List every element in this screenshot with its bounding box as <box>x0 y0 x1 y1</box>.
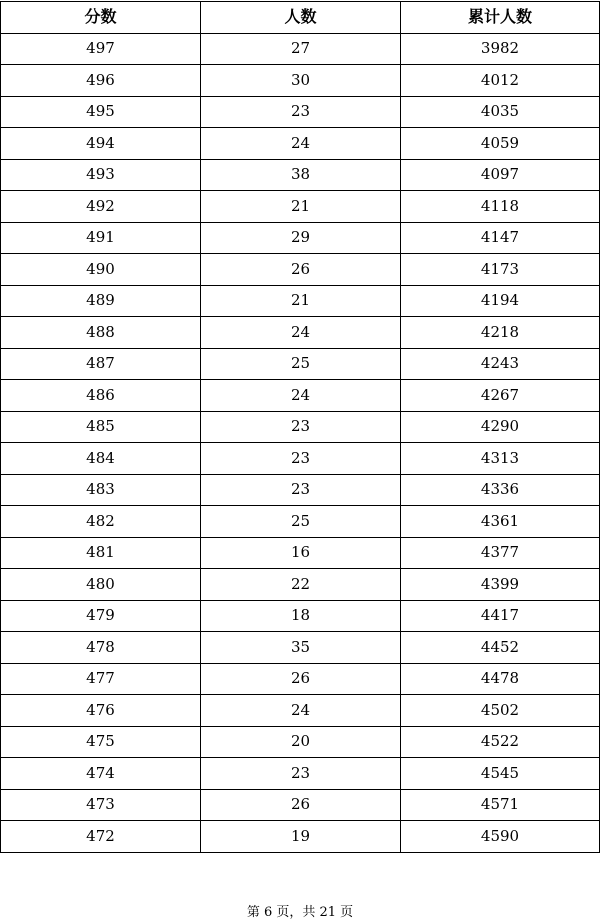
score-distribution-table <box>0 1 600 853</box>
score-cell: 483 <box>1 474 201 506</box>
table-row <box>1 348 600 380</box>
score-cell: 495 <box>1 96 201 128</box>
cumulative-cell: 4452 <box>401 632 600 664</box>
table-row <box>1 317 600 349</box>
cumulative-cell: 4173 <box>401 254 600 286</box>
cumulative-cell: 4545 <box>401 758 600 790</box>
score-cell: 496 <box>1 65 201 97</box>
count-cell: 29 <box>201 222 401 254</box>
table-row <box>1 443 600 475</box>
score-cell: 492 <box>1 191 201 223</box>
count-cell: 23 <box>201 758 401 790</box>
cumulative-cell: 4336 <box>401 474 600 506</box>
cumulative-cell: 4267 <box>401 380 600 412</box>
cumulative-cell: 4012 <box>401 65 600 97</box>
table-row <box>1 285 600 317</box>
count-cell: 23 <box>201 96 401 128</box>
score-cell: 487 <box>1 348 201 380</box>
score-cell: 485 <box>1 411 201 443</box>
table-row <box>1 600 600 632</box>
table-row <box>1 96 600 128</box>
score-cell: 489 <box>1 285 201 317</box>
header-row <box>1 2 600 34</box>
table-body <box>1 33 600 852</box>
count-cell: 24 <box>201 695 401 727</box>
table-row <box>1 65 600 97</box>
cumulative-cell: 4313 <box>401 443 600 475</box>
count-cell: 24 <box>201 380 401 412</box>
cumulative-cell: 4478 <box>401 663 600 695</box>
count-cell: 26 <box>201 254 401 286</box>
table-row <box>1 33 600 65</box>
cumulative-cell: 4290 <box>401 411 600 443</box>
table-header <box>1 2 600 34</box>
cumulative-cell: 4059 <box>401 128 600 160</box>
score-cell: 474 <box>1 758 201 790</box>
score-cell: 476 <box>1 695 201 727</box>
table-row <box>1 159 600 191</box>
cumulative-cell: 4361 <box>401 506 600 538</box>
count-cell: 23 <box>201 474 401 506</box>
table-row <box>1 789 600 821</box>
score-cell: 488 <box>1 317 201 349</box>
cumulative-cell: 3982 <box>401 33 600 65</box>
table-row <box>1 695 600 727</box>
score-cell: 497 <box>1 33 201 65</box>
count-cell: 26 <box>201 663 401 695</box>
count-cell: 21 <box>201 285 401 317</box>
score-cell: 493 <box>1 159 201 191</box>
cumulative-cell: 4417 <box>401 600 600 632</box>
cumulative-cell: 4097 <box>401 159 600 191</box>
count-cell: 20 <box>201 726 401 758</box>
header-score: 分数 <box>1 2 201 34</box>
table-row <box>1 411 600 443</box>
count-cell: 25 <box>201 348 401 380</box>
count-cell: 35 <box>201 632 401 664</box>
score-cell: 475 <box>1 726 201 758</box>
table-row <box>1 821 600 853</box>
table-row <box>1 758 600 790</box>
count-cell: 23 <box>201 411 401 443</box>
count-cell: 30 <box>201 65 401 97</box>
table-row <box>1 537 600 569</box>
cumulative-cell: 4218 <box>401 317 600 349</box>
count-cell: 38 <box>201 159 401 191</box>
table-row <box>1 569 600 601</box>
cumulative-cell: 4377 <box>401 537 600 569</box>
score-cell: 478 <box>1 632 201 664</box>
header-cumulative: 累计人数 <box>401 2 600 34</box>
page-number-footer: 第 6 页，共 21 页 <box>246 905 354 920</box>
count-cell: 27 <box>201 33 401 65</box>
cumulative-cell: 4118 <box>401 191 600 223</box>
score-cell: 479 <box>1 600 201 632</box>
count-cell: 24 <box>201 317 401 349</box>
score-cell: 480 <box>1 569 201 601</box>
cumulative-cell: 4502 <box>401 695 600 727</box>
count-cell: 23 <box>201 443 401 475</box>
cumulative-cell: 4590 <box>401 821 600 853</box>
score-cell: 482 <box>1 506 201 538</box>
table-row <box>1 474 600 506</box>
score-cell: 490 <box>1 254 201 286</box>
table-row <box>1 663 600 695</box>
score-cell: 486 <box>1 380 201 412</box>
cumulative-cell: 4522 <box>401 726 600 758</box>
count-cell: 18 <box>201 600 401 632</box>
cumulative-cell: 4399 <box>401 569 600 601</box>
score-cell: 477 <box>1 663 201 695</box>
count-cell: 19 <box>201 821 401 853</box>
score-cell: 494 <box>1 128 201 160</box>
score-cell: 481 <box>1 537 201 569</box>
score-cell: 484 <box>1 443 201 475</box>
cumulative-cell: 4035 <box>401 96 600 128</box>
table-row <box>1 128 600 160</box>
cumulative-cell: 4243 <box>401 348 600 380</box>
score-cell: 473 <box>1 789 201 821</box>
count-cell: 21 <box>201 191 401 223</box>
table-row <box>1 632 600 664</box>
count-cell: 16 <box>201 537 401 569</box>
score-cell: 491 <box>1 222 201 254</box>
table-row <box>1 222 600 254</box>
cumulative-cell: 4194 <box>401 285 600 317</box>
count-cell: 26 <box>201 789 401 821</box>
cumulative-cell: 4571 <box>401 789 600 821</box>
table-row <box>1 380 600 412</box>
count-cell: 25 <box>201 506 401 538</box>
table-row <box>1 506 600 538</box>
score-cell: 472 <box>1 821 201 853</box>
count-cell: 24 <box>201 128 401 160</box>
header-count: 人数 <box>201 2 401 34</box>
cumulative-cell: 4147 <box>401 222 600 254</box>
table-row <box>1 191 600 223</box>
table-row <box>1 726 600 758</box>
count-cell: 22 <box>201 569 401 601</box>
table-row <box>1 254 600 286</box>
